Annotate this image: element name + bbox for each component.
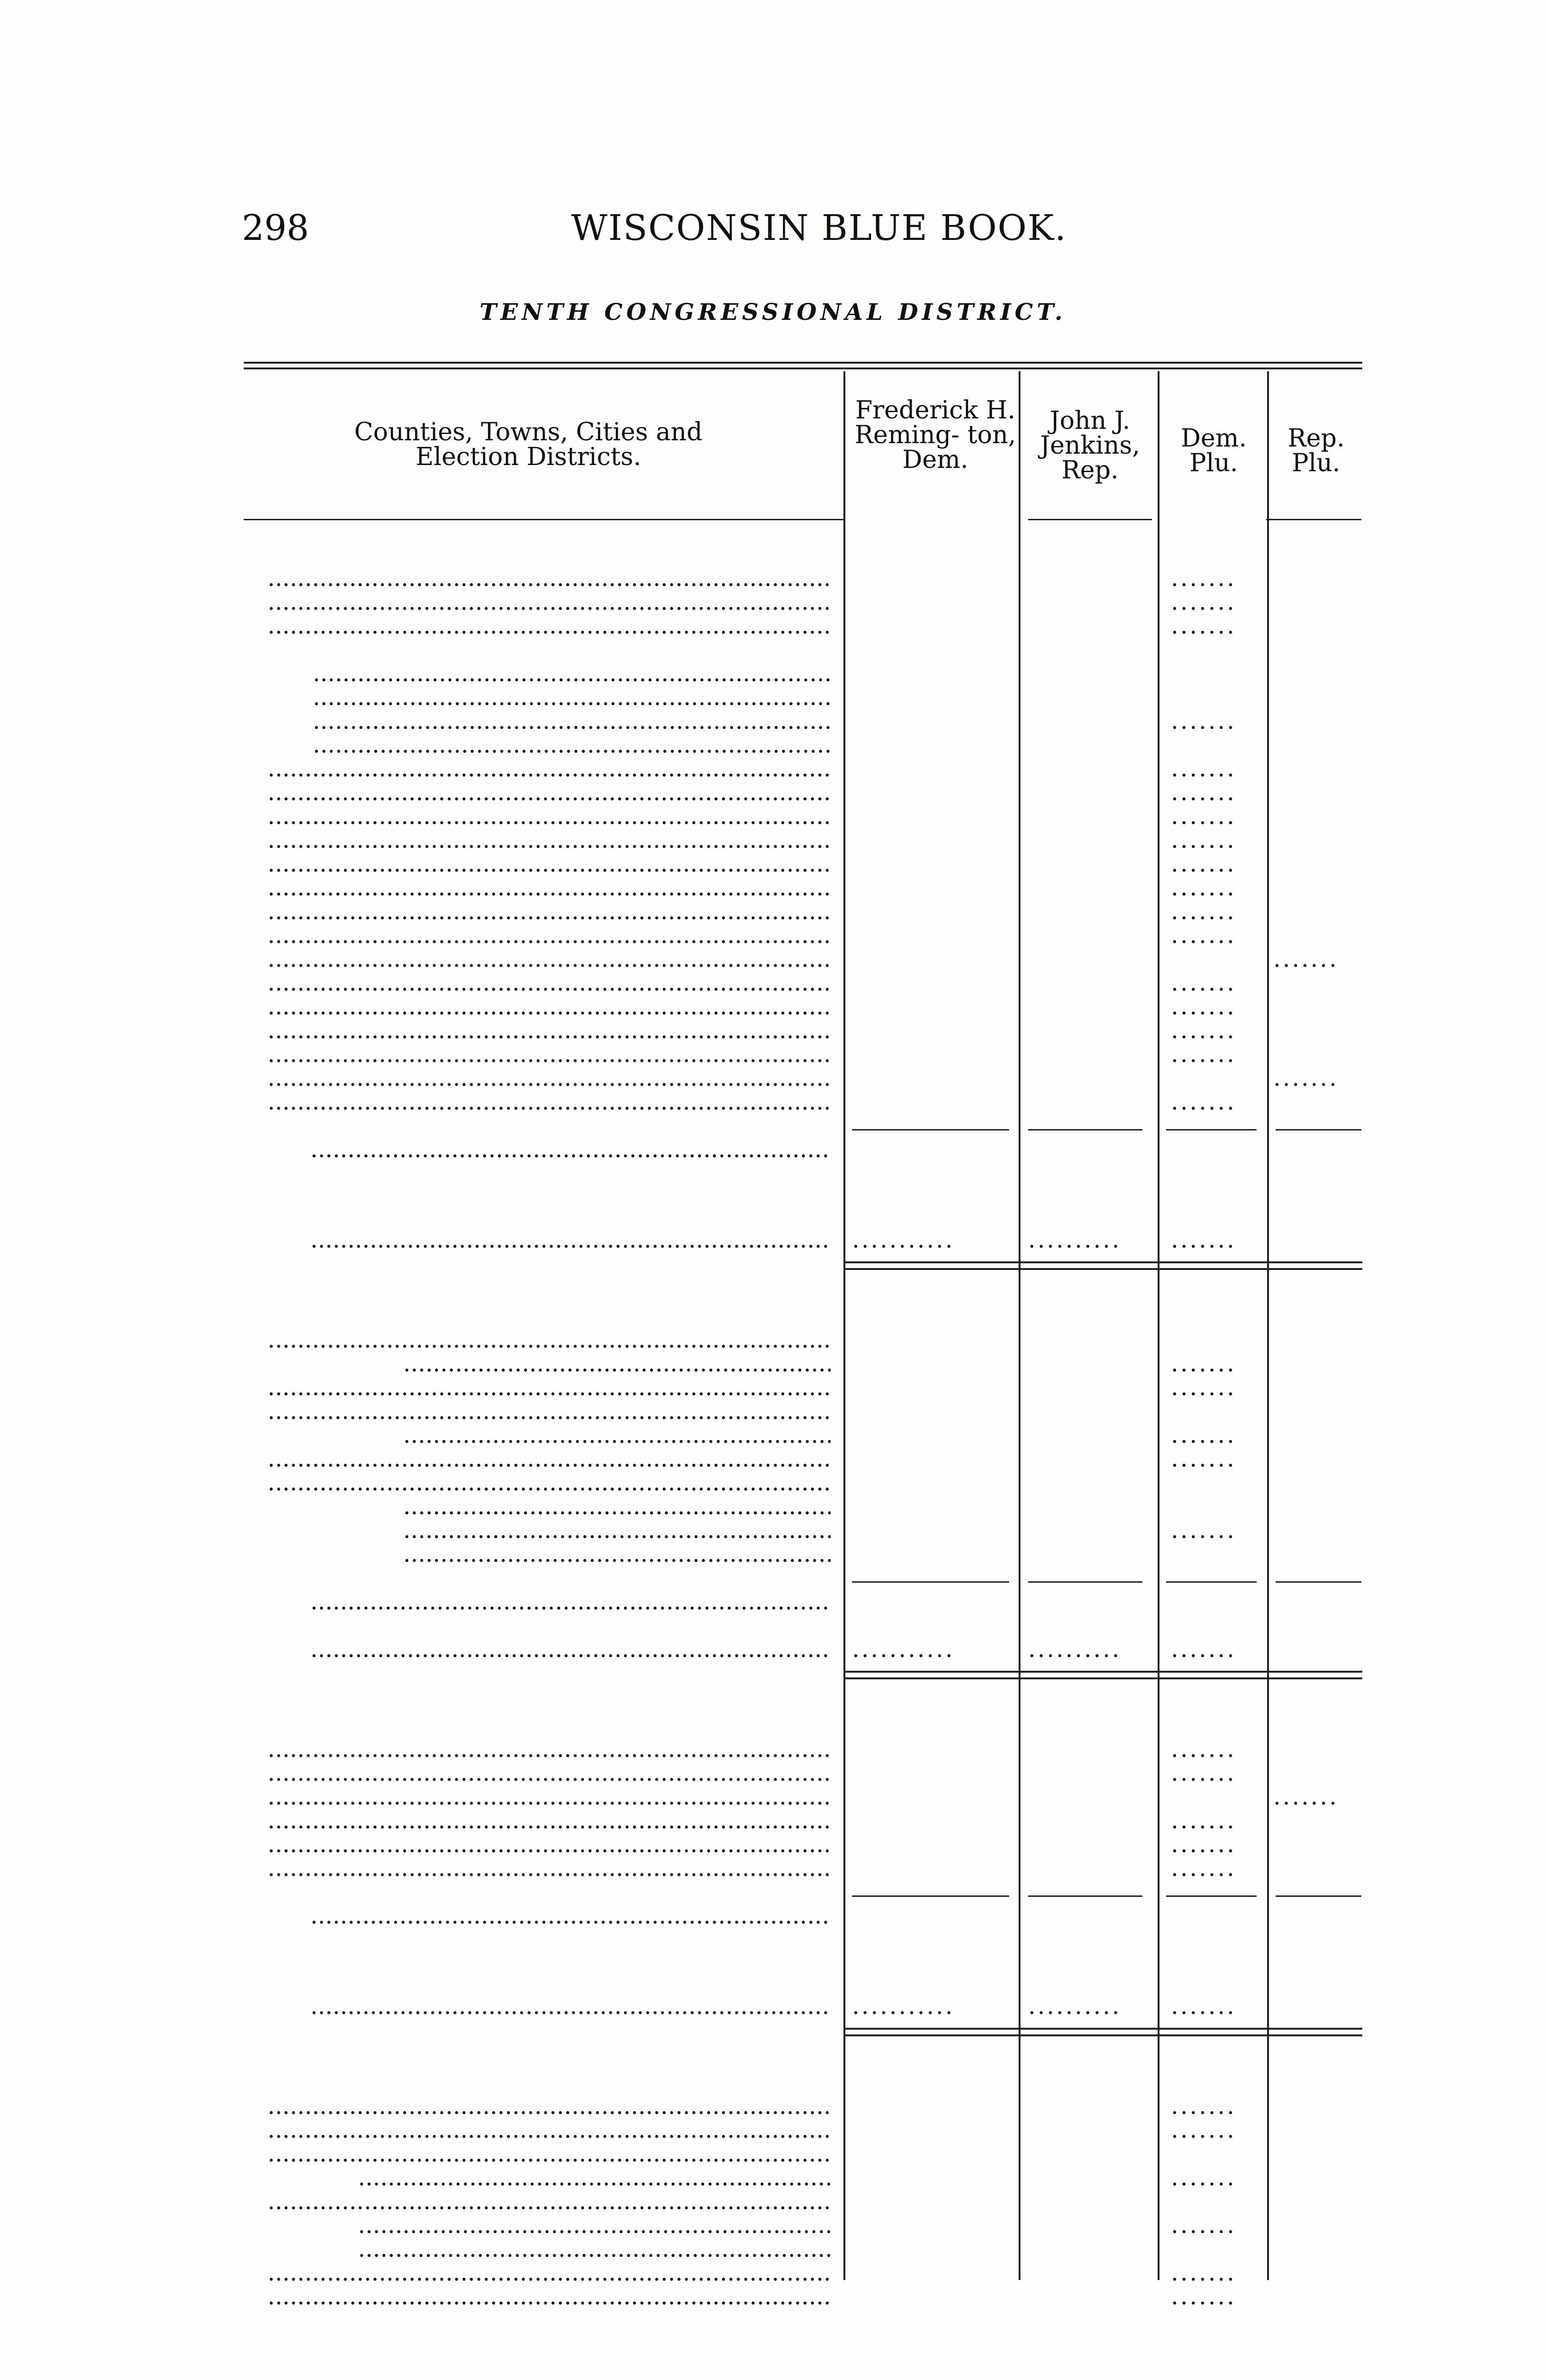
table-row — [0, 1176, 1546, 1200]
row-label — [268, 1399, 831, 1423]
row-label — [268, 2142, 831, 2166]
dplu-dots: ....... — [1171, 1761, 1237, 1785]
row-label — [403, 1518, 831, 1542]
dplu-dots: ....... — [1171, 828, 1237, 852]
row-label — [268, 1376, 831, 1399]
total-row — [0, 1138, 1546, 1161]
row-label — [268, 1042, 831, 1066]
dplu-dots: ....... — [1171, 852, 1237, 876]
row-label — [268, 852, 831, 876]
rep-dots: .......... — [1028, 1994, 1121, 2018]
total-rule — [852, 1581, 1009, 1583]
rplu-dots: ....... — [1273, 947, 1339, 971]
table-row — [0, 2213, 1546, 2237]
row-label — [268, 947, 831, 971]
table-row — [0, 566, 1546, 590]
table-row — [0, 757, 1546, 781]
dplu-dots: ....... — [1171, 2285, 1237, 2309]
col-header-rep: John J. Jenkins, Rep. — [1040, 407, 1140, 485]
table-row — [0, 614, 1546, 638]
plurality-row — [0, 1637, 1546, 1661]
row-label — [268, 1737, 831, 1761]
dplu-dots: ....... — [1171, 1518, 1237, 1542]
row-label — [268, 1471, 831, 1495]
total-rule — [1028, 1581, 1142, 1583]
table-row — [0, 1737, 1546, 1761]
row-label — [268, 1019, 831, 1042]
table-row — [0, 1447, 1546, 1471]
row-label — [268, 1761, 831, 1785]
total-rule — [852, 1895, 1009, 1897]
county-header — [0, 1714, 1546, 1737]
table-row — [0, 1942, 1546, 1966]
table-row — [0, 2190, 1546, 2213]
row-label — [268, 1785, 831, 1809]
dplu-dots: ....... — [1171, 923, 1237, 947]
row-label — [268, 1856, 831, 1880]
section-rule — [843, 1671, 1362, 1673]
dplu-dots: ....... — [1171, 1994, 1237, 2018]
table-row — [0, 1809, 1546, 1833]
total-rule — [1276, 1581, 1361, 1583]
row-label — [268, 781, 831, 804]
table-row — [0, 852, 1546, 876]
table-row — [0, 1352, 1546, 1376]
table-row — [0, 590, 1546, 614]
row-label — [268, 1066, 831, 1090]
dplu-dots: ....... — [1171, 876, 1237, 900]
dplu-dots: ....... — [1171, 1637, 1237, 1661]
row-label — [403, 1542, 831, 1566]
row-label — [403, 1423, 831, 1447]
table-row — [0, 2285, 1546, 2309]
row-label — [268, 2094, 831, 2118]
row-label — [268, 2285, 831, 2309]
row-label — [268, 1833, 831, 1856]
row-label — [268, 1809, 831, 1833]
table-row — [0, 1785, 1546, 1809]
row-label — [268, 995, 831, 1019]
row-label — [310, 1994, 831, 2018]
table-row — [0, 1090, 1546, 1114]
total-rule — [1166, 1129, 1257, 1130]
dem-dots: ........... — [852, 1637, 955, 1661]
plurality-row — [0, 1228, 1546, 1252]
total-rule — [852, 1129, 1009, 1130]
row-label — [268, 566, 831, 590]
table-row — [0, 781, 1546, 804]
dplu-dots: ....... — [1171, 590, 1237, 614]
total-row — [0, 1904, 1546, 1928]
table-row — [0, 2237, 1546, 2261]
dplu-dots: ....... — [1171, 2166, 1237, 2190]
row-label — [403, 1495, 831, 1518]
dplu-dots: ....... — [1171, 2094, 1237, 2118]
county-header — [0, 2071, 1546, 2094]
dplu-dots: ....... — [1171, 1090, 1237, 1114]
dplu-dots: ....... — [1171, 566, 1237, 590]
table-row — [0, 2261, 1546, 2285]
row-label — [268, 828, 831, 852]
dplu-dots: ....... — [1171, 1423, 1237, 1447]
dem-dots: ........... — [852, 1994, 955, 2018]
table-row — [0, 1518, 1546, 1542]
dplu-dots: ....... — [1171, 1809, 1237, 1833]
table-row — [0, 828, 1546, 852]
plurality-row — [0, 1994, 1546, 2018]
table-row — [0, 2166, 1546, 2190]
rep-dots: .......... — [1028, 1228, 1121, 1252]
row-label — [310, 1228, 831, 1252]
dplu-dots: ....... — [1171, 757, 1237, 781]
table-row — [0, 995, 1546, 1019]
col-header-dem: Frederick H. Reming- ton, Dem. — [854, 396, 1016, 474]
rplu-dots: ....... — [1273, 1785, 1339, 1809]
row-label — [268, 876, 831, 900]
section-rule — [843, 2028, 1362, 2030]
table-row — [0, 1328, 1546, 1352]
dplu-dots: ....... — [1171, 1042, 1237, 1066]
row-label — [313, 709, 831, 733]
row-label — [268, 804, 831, 828]
row-label — [313, 685, 831, 709]
table-row — [0, 804, 1546, 828]
county-header — [0, 1304, 1546, 1328]
table-row — [0, 1471, 1546, 1495]
section-rule-2 — [843, 1268, 1362, 1270]
table-row — [0, 2094, 1546, 2118]
table-row — [0, 1542, 1546, 1566]
row-label — [268, 2261, 831, 2285]
row-label — [268, 1328, 831, 1352]
table-row — [0, 1066, 1546, 1090]
row-label — [268, 1090, 831, 1114]
dplu-dots: ....... — [1171, 1856, 1237, 1880]
row-label — [310, 1904, 831, 1928]
row-label — [268, 900, 831, 923]
total-rule — [1166, 1895, 1257, 1897]
dem-dots: ........... — [852, 1228, 955, 1252]
table-row — [0, 1042, 1546, 1066]
row-label — [268, 2190, 831, 2213]
row-label — [358, 2213, 831, 2237]
table-row — [0, 1376, 1546, 1399]
row-label — [268, 971, 831, 995]
dplu-dots: ....... — [1171, 1447, 1237, 1471]
table-row — [0, 733, 1546, 757]
table-row — [0, 1019, 1546, 1042]
page-number: 298 — [242, 208, 309, 248]
dplu-dots: ....... — [1171, 1737, 1237, 1761]
col-header-rep-plu: Rep. Plu. — [1288, 424, 1345, 477]
table-row — [0, 947, 1546, 971]
section-rule-2 — [843, 1677, 1362, 1679]
table-row — [0, 923, 1546, 947]
table-row — [0, 876, 1546, 900]
dplu-dots: ....... — [1171, 1833, 1237, 1856]
dplu-dots: ....... — [1171, 2118, 1237, 2142]
total-rule — [1166, 1581, 1257, 1583]
section-title: TENTH CONGRESSIONAL DISTRICT. — [479, 299, 1067, 326]
total-rule — [1276, 1129, 1361, 1130]
dplu-dots: ....... — [1171, 971, 1237, 995]
table-row — [0, 900, 1546, 923]
dplu-dots: ....... — [1171, 2261, 1237, 2285]
table-row — [0, 1761, 1546, 1785]
row-label — [268, 614, 831, 638]
dplu-dots: ....... — [1171, 781, 1237, 804]
table-row — [0, 1495, 1546, 1518]
row-label — [268, 923, 831, 947]
row-label — [268, 757, 831, 781]
dplu-dots: ....... — [1171, 804, 1237, 828]
table-row — [0, 1833, 1546, 1856]
county-header — [0, 543, 1546, 566]
dplu-dots: ....... — [1171, 995, 1237, 1019]
dplu-dots: ....... — [1171, 2213, 1237, 2237]
dplu-dots: ....... — [1171, 900, 1237, 923]
table-row — [0, 638, 1546, 662]
row-label — [313, 733, 831, 757]
row-label — [310, 1637, 831, 1661]
row-label — [310, 1138, 831, 1161]
row-label — [268, 1447, 831, 1471]
row-label — [313, 662, 831, 685]
row-label — [358, 2166, 831, 2190]
section-rule-2 — [843, 2034, 1362, 2036]
row-label — [403, 1352, 831, 1376]
table-row — [0, 2118, 1546, 2142]
dplu-dots: ....... — [1171, 709, 1237, 733]
total-rule — [1028, 1895, 1142, 1897]
col-header-name: Counties, Towns, Cities and Election Districts. — [354, 418, 703, 471]
table-row — [0, 971, 1546, 995]
dplu-dots: ....... — [1171, 1019, 1237, 1042]
table-row — [0, 709, 1546, 733]
table-row — [0, 1399, 1546, 1423]
row-label — [310, 1590, 831, 1614]
table-row — [0, 685, 1546, 709]
table-row — [0, 1856, 1546, 1880]
table-row — [0, 1423, 1546, 1447]
total-rule — [1028, 1129, 1142, 1130]
table-row — [0, 662, 1546, 685]
dplu-dots: ....... — [1171, 614, 1237, 638]
dplu-dots: ....... — [1171, 1376, 1237, 1399]
total-row — [0, 1590, 1546, 1614]
rplu-dots: ....... — [1273, 1066, 1339, 1090]
running-head: WISCONSIN BLUE BOOK. — [571, 208, 1067, 248]
rep-dots: .......... — [1028, 1637, 1121, 1661]
row-label — [358, 2237, 831, 2261]
section-rule — [843, 1261, 1362, 1263]
dplu-dots: ....... — [1171, 1352, 1237, 1376]
row-label — [268, 2118, 831, 2142]
dplu-dots: ....... — [1171, 1228, 1237, 1252]
col-header-dem-plu: Dem. Plu. — [1180, 424, 1247, 477]
total-rule — [1276, 1895, 1361, 1897]
table-row — [0, 2142, 1546, 2166]
row-label — [268, 590, 831, 614]
